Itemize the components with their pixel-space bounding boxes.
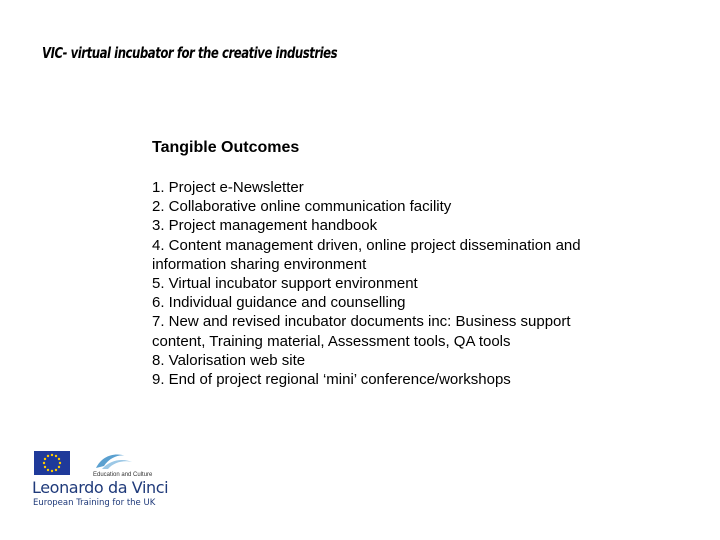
list-item: 8. Valorisation web site xyxy=(152,351,306,369)
logo-tagline: European Training for the UK xyxy=(33,498,156,508)
list-item: 3. Project management handbook xyxy=(152,217,378,235)
page-header-title: VIC- virtual incubator for the creative industries xyxy=(42,44,338,62)
list-item: 7. New and revised incubator documents inc: Business support content, Training material, Assessment tools, QA tools xyxy=(152,313,571,350)
list-item: 1. Project e-Newsletter xyxy=(152,179,304,196)
main-content xyxy=(152,139,622,389)
list-item: 4. Content management driven, online project dissemination and information sharing environment xyxy=(152,236,581,273)
section-heading: Tangible Outcomes xyxy=(152,139,300,156)
logo-name: Leonardo da Vinci xyxy=(32,478,169,497)
list-item: 9. End of project regional ‘mini’ conference/workshops xyxy=(152,371,511,389)
list-item: 5. Virtual incubator support environment xyxy=(152,275,418,293)
outcomes-list xyxy=(152,178,622,389)
list-item: 6. Individual guidance and counselling xyxy=(152,294,406,312)
leonardo-da-vinci-logo xyxy=(30,448,170,510)
list-item: 2. Collaborative online communication facility xyxy=(152,198,452,216)
programme-label: Education and Culture xyxy=(93,472,153,478)
